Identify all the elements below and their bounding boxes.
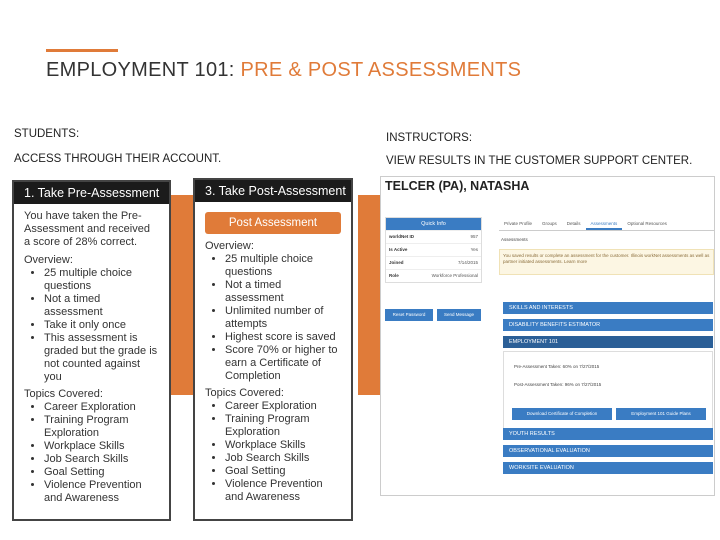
assessment-notice: You saved results or complete an assessment for the customer. Illinois workNet assessments as well as partner initiated assessments. Learn more: [499, 249, 714, 275]
list-item: • Training Program Exploration: [225, 413, 341, 439]
section-disability-benefits[interactable]: DISABILITY BENEFITS ESTIMATOR: [503, 319, 713, 331]
pre-topics-label: Topics Covered:: [24, 388, 103, 400]
employment-101-panel: [503, 351, 713, 433]
customer-tabs: [499, 218, 714, 231]
pre-overview-label: Overview:: [24, 254, 73, 266]
list-item: • Not a timed assessment: [225, 279, 341, 305]
list-item: • 25 multiple choice questions: [225, 253, 341, 279]
list-item: • Career Exploration: [225, 400, 341, 413]
download-certificate-button[interactable]: Download Certificate of Completion: [512, 408, 612, 420]
list-item: • Highest score is saved: [225, 331, 341, 344]
list-item: • Job Search Skills: [225, 452, 341, 465]
list-item: • Score 70% or higher to earn a Certificate of Completion: [225, 344, 341, 383]
list-item: • Violence Prevention and Awareness: [225, 478, 341, 504]
post-overview-label: Overview:: [205, 240, 254, 252]
instructors-subtitle: VIEW RESULTS IN THE CUSTOMER SUPPORT CENTER.: [386, 155, 693, 167]
reset-password-button[interactable]: Reset Password: [385, 309, 433, 321]
section-employment-101[interactable]: EMPLOYMENT 101: [503, 336, 713, 348]
tab-optional-resources[interactable]: Optional Resources: [627, 221, 667, 226]
post-assessment-button[interactable]: Post Assessment: [205, 212, 341, 234]
list-item: • Training Program Exploration: [44, 414, 159, 440]
pre-assessment-header: 1. Take Pre-Assessment: [14, 182, 169, 204]
list-item: • Workplace Skills: [44, 440, 159, 453]
section-observational-evaluation[interactable]: OBSERVATIONAL EVALUATION: [503, 445, 713, 457]
pre-assessment-result: Pre-Assessment Taken: 60% on 7/27/2015: [514, 364, 600, 369]
customer-name: TELCER (PA), NATASHA: [385, 179, 530, 193]
send-message-button[interactable]: Send Message: [437, 309, 481, 321]
post-assessment-panel: [193, 178, 353, 521]
pre-topics-list: [24, 401, 159, 505]
list-item: • Unlimited number of attempts: [225, 305, 341, 331]
list-item: • Workplace Skills: [225, 439, 341, 452]
students-subtitle: ACCESS THROUGH THEIR ACCOUNT.: [14, 153, 222, 165]
post-assessment-result: Post-Assessment Taken: 96% on 7/27/2015: [514, 382, 602, 387]
quick-info-panel: [385, 217, 482, 283]
guide-plans-button[interactable]: Employment 101 Guide Plans: [616, 408, 706, 420]
tab-assessments[interactable]: Assessments: [586, 218, 623, 230]
list-item: • Goal Setting: [225, 465, 341, 478]
list-item: • Job Search Skills: [44, 453, 159, 466]
list-item: • Take it only once: [44, 319, 159, 332]
post-overview-list: [205, 253, 341, 383]
list-item: • Goal Setting: [44, 466, 159, 479]
quick-info-row: Role Workforce Professional: [386, 269, 481, 282]
list-item: • 25 multiple choice questions: [44, 267, 159, 293]
tab-groups[interactable]: Groups: [542, 221, 557, 226]
section-skills-interests[interactable]: SKILLS AND INTERESTS: [503, 302, 713, 314]
list-item: • Not a timed assessment: [44, 293, 159, 319]
post-topics-list: [205, 400, 341, 504]
breadcrumb: Assessments: [501, 237, 528, 242]
pre-assessment-panel: [12, 180, 171, 521]
list-item: • Career Exploration: [44, 401, 159, 414]
pre-assessment-intro: You have taken the Pre-Assessment and received a score of 28% correct.: [24, 210, 150, 248]
tab-details[interactable]: Details: [566, 221, 581, 226]
list-item: • This assessment is graded but the grade is not counted against you: [44, 332, 159, 384]
post-topics-label: Topics Covered:: [205, 387, 284, 399]
section-worksite-evaluation[interactable]: WORKSITE EVALUATION: [503, 462, 713, 474]
title-accent-line: [46, 49, 118, 52]
instructors-orange-band: [358, 195, 380, 395]
students-label: STUDENTS:: [14, 128, 80, 140]
title-highlight: PRE & POST ASSESSMENTS: [240, 59, 522, 81]
quick-info-row: Joined 7/14/2015: [386, 256, 481, 269]
pre-overview-list: [24, 267, 159, 384]
post-assessment-header: 3. Take Post-Assessment: [195, 180, 351, 202]
customer-support-screenshot: [380, 176, 715, 496]
slide-title: [46, 59, 521, 82]
title-prefix: EMPLOYMENT 101:: [46, 59, 241, 81]
instructors-label: INSTRUCTORS:: [386, 132, 473, 144]
quick-info-row: worldNet ID 957: [386, 230, 481, 243]
quick-info-header: Quick Info: [386, 218, 481, 230]
quick-info-row: Is Active Yes: [386, 243, 481, 256]
section-youth-results[interactable]: YOUTH RESULTS: [503, 428, 713, 440]
tab-private-profile[interactable]: Private Profile: [504, 221, 533, 226]
list-item: • Violence Prevention and Awareness: [44, 479, 159, 505]
